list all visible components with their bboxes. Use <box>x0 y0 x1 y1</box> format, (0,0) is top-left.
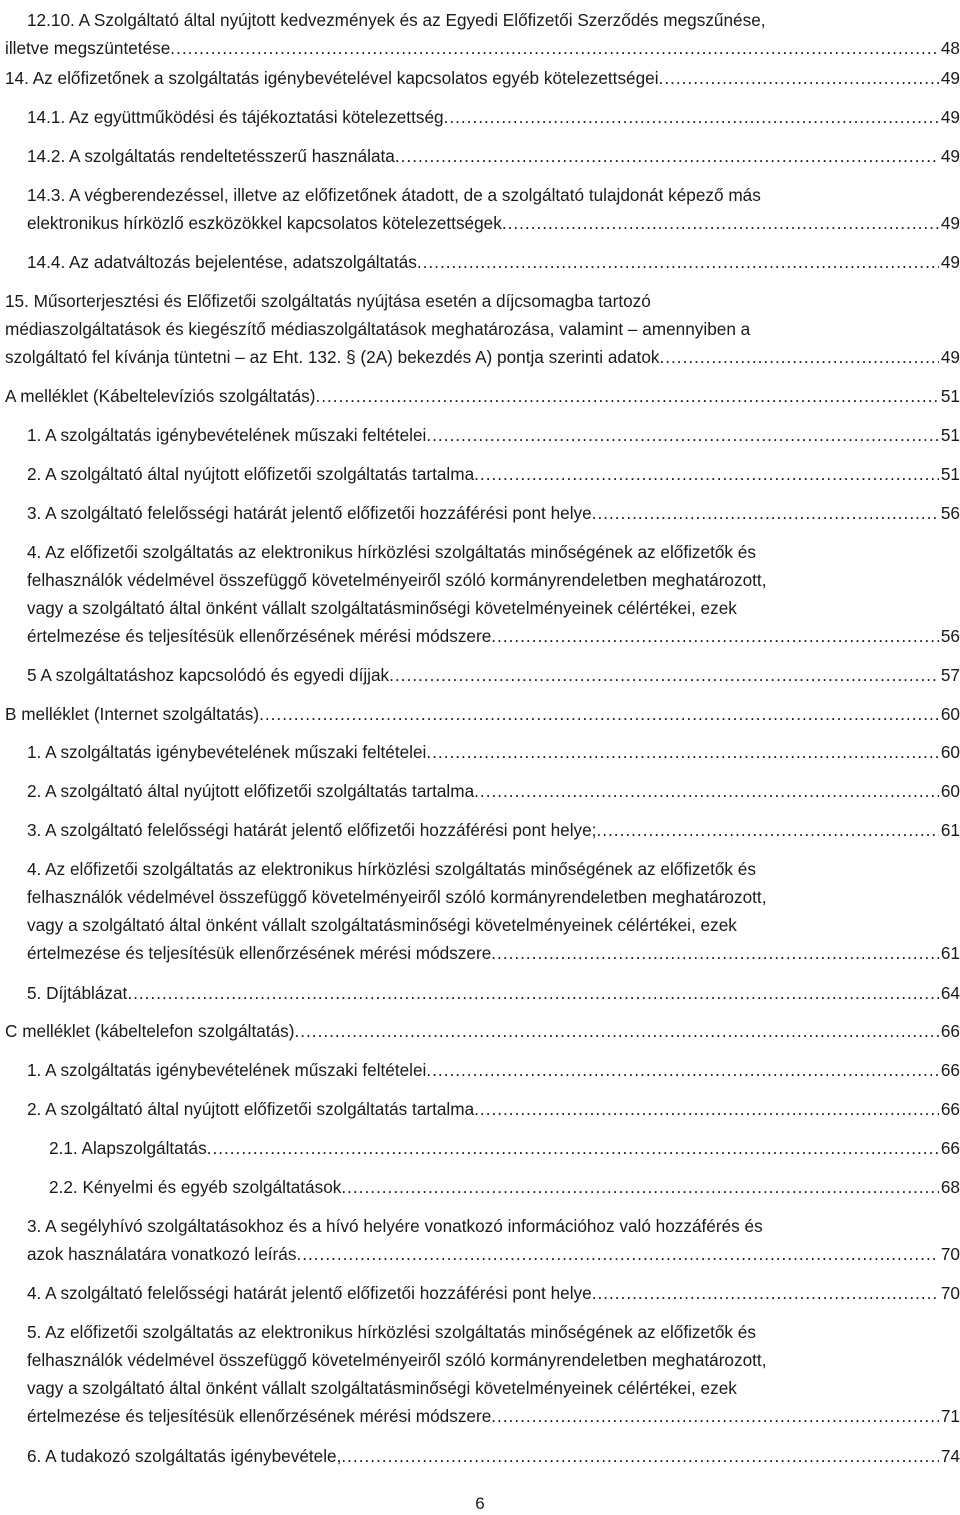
toc-leader-dots <box>592 499 939 527</box>
toc-entry-text: azok használatára vonatkozó leírás <box>27 1244 297 1264</box>
toc-entry-text: 2. A szolgáltató által nyújtott előfizetői szolgáltatás tartalma <box>27 1099 475 1119</box>
toc-entry-text: 2.1. Alapszolgáltatás <box>49 1138 207 1158</box>
toc-entry-text: felhasználók védelmével összefüggő követelményeiről szóló kormányrendeletben meghatározott, <box>27 570 767 590</box>
toc-leader-dots <box>491 1402 939 1430</box>
toc-entry-text: 2. A szolgáltató által nyújtott előfizetői szolgáltatás tartalma <box>27 781 475 801</box>
toc-leader-dots <box>474 1095 939 1123</box>
toc-leader-dots <box>296 1240 938 1268</box>
toc-page-number: 51 <box>940 386 960 406</box>
toc-leader-dots <box>491 939 939 967</box>
toc-page-number: 68 <box>940 1177 960 1197</box>
toc-leader-dots <box>426 1056 939 1084</box>
toc-entry-text: 1. A szolgáltatás igénybevételének műszaki feltételei <box>27 742 427 762</box>
toc-entry-text: 14. Az előfizetőnek a szolgáltatás igénybevételével kapcsolatos egyéb kötelezettségei <box>5 68 659 88</box>
toc-entry-text: 4. Az előfizetői szolgáltatás az elektronikus hírközlési szolgáltatás minőségének az előfizetők és <box>27 859 756 879</box>
toc-entry-text: felhasználók védelmével összefüggő követelményeiről szóló kormányrendeletben meghatározott, <box>27 887 767 907</box>
toc-entry-text: 2. A szolgáltató által nyújtott előfizetői szolgáltatás tartalma <box>27 464 475 484</box>
toc-entry-text: felhasználók védelmével összefüggő követelményeiről szóló kormányrendeletben meghatározott, <box>27 1350 767 1370</box>
toc-leader-dots <box>170 34 939 62</box>
toc-page-number: 49 <box>940 146 960 166</box>
toc-entry-text: 14.4. Az adatváltozás bejelentése, adatszolgáltatás <box>27 252 417 272</box>
toc-entry-text: 1. A szolgáltatás igénybevételének műszaki feltételei <box>27 1060 427 1080</box>
toc-leader-dots <box>389 661 939 689</box>
toc-page-number: 49 <box>940 68 960 88</box>
toc-leader-dots <box>592 1279 939 1307</box>
toc-entry-text: A melléklet (Kábeltelevíziós szolgáltatás) <box>5 386 316 406</box>
toc-entry-text: 14.3. A végberendezéssel, illetve az előfizetőnek átadott, de a szolgáltató tulajdonát képező más <box>27 185 761 205</box>
toc-entry-text: szolgáltató fel kívánja tüntetni – az Eht. 132. § (2A) bekezdés A) pontja szerinti adatok <box>5 347 660 367</box>
toc-entry-text: vagy a szolgáltató által önként vállalt szolgáltatásminőségi követelményeinek célértékei, ezek <box>27 915 737 935</box>
toc-entry-text: 5. Az előfizetői szolgáltatás az elektronikus hírközlési szolgáltatás minőségének az előfizetők és <box>27 1322 756 1342</box>
toc-entry-text: 15. Műsorterjesztési és Előfizetői szolgáltatás nyújtása esetén a díjcsomagba tartozó <box>5 291 651 311</box>
toc-leader-dots <box>341 1442 939 1470</box>
toc-leader-dots <box>395 142 939 170</box>
toc-leader-dots <box>426 421 939 449</box>
toc-leader-dots <box>444 103 939 131</box>
toc-page-number: 64 <box>940 983 960 1003</box>
page-number: 6 <box>475 1494 485 1513</box>
toc-entry-text: vagy a szolgáltató által önként vállalt szolgáltatásminőségi követelményeinek célértékei, ezek <box>27 598 737 618</box>
toc-entry-text: 3. A segélyhívó szolgáltatásokhoz és a hívó helyére vonatkozó információhoz való hozzáférés és <box>27 1216 763 1236</box>
toc-page-number: 66 <box>940 1138 960 1158</box>
toc-leader-dots <box>294 1017 938 1045</box>
toc-page-number: 60 <box>940 704 960 724</box>
toc-page-number: 49 <box>940 347 960 367</box>
toc-leader-dots <box>596 816 938 844</box>
toc-entry-text: 3. A szolgáltató felelősségi határát jelentő előfizetői hozzáférési pont helye; <box>27 820 597 840</box>
toc-entry-text: 5. Díjtáblázat <box>27 983 128 1003</box>
toc-entry-text: B melléklet (Internet szolgáltatás) <box>5 704 260 724</box>
toc-page-number: 66 <box>940 1021 960 1041</box>
toc-page-number: 49 <box>940 107 960 127</box>
toc-entry-text: médiaszolgáltatások és kiegészítő médiaszolgáltatások meghatározása, valamint – amennyiben a <box>5 319 751 339</box>
toc-leader-dots <box>315 382 938 410</box>
toc-leader-dots <box>259 700 939 728</box>
toc-entry-text: 4. Az előfizetői szolgáltatás az elektronikus hírközlési szolgáltatás minőségének az előfizetők és <box>27 542 756 562</box>
toc-entry-text: 14.1. Az együttműködési és tájékoztatási kötelezettség <box>27 107 444 127</box>
toc-page-number: 51 <box>940 464 960 484</box>
toc-page-number: 56 <box>940 503 960 523</box>
toc-leader-dots <box>127 979 939 1007</box>
toc-entry-text: illetve megszüntetése <box>5 38 171 58</box>
toc-page-number: 70 <box>940 1244 960 1264</box>
toc-page-number: 49 <box>940 213 960 233</box>
toc-entry-text: 4. A szolgáltató felelősségi határát jelentő előfizetői hozzáférési pont helye <box>27 1283 592 1303</box>
toc-entry-text: 5 A szolgáltatáshoz kapcsolódó és egyedi díjjak <box>27 665 390 685</box>
toc-entry-text: értelmezése és teljesítésük ellenőrzésének mérési módszere <box>27 943 492 963</box>
toc-leader-dots <box>426 738 939 766</box>
toc-page-number: 57 <box>940 665 960 685</box>
toc-entry-text: 12.10. A Szolgáltató által nyújtott kedvezmények és az Egyedi Előfizetői Szerződés megszűnése, <box>27 10 766 30</box>
toc-entry-text: 1. A szolgáltatás igénybevételének műszaki feltételei <box>27 425 427 445</box>
toc-entry-text: értelmezése és teljesítésük ellenőrzésének mérési módszere <box>27 1406 492 1426</box>
toc-entry-text: elektronikus hírközlő eszközökkel kapcsolatos kötelezettségek <box>27 213 502 233</box>
toc-page-number: 66 <box>940 1060 960 1080</box>
toc-leader-dots <box>491 622 939 650</box>
toc-leader-dots <box>474 777 939 805</box>
toc-entry-text: 6. A tudakozó szolgáltatás igénybevétele, <box>27 1446 342 1466</box>
toc-entry-text: vagy a szolgáltató által önként vállalt szolgáltatásminőségi követelményeinek célértékei, ezek <box>27 1378 737 1398</box>
toc-leader-dots <box>207 1134 939 1162</box>
toc-leader-dots <box>659 64 939 92</box>
toc-page-number: 66 <box>940 1099 960 1119</box>
toc-page-number: 61 <box>940 943 960 963</box>
toc-entry-text: 3. A szolgáltató felelősségi határát jelentő előfizetői hozzáférési pont helye <box>27 503 592 523</box>
toc-page-number: 51 <box>940 425 960 445</box>
toc-page-number: 70 <box>940 1283 960 1303</box>
toc-page-number: 49 <box>940 252 960 272</box>
toc-leader-dots <box>417 248 939 276</box>
toc-entry-text: értelmezése és teljesítésük ellenőrzésének mérési módszere <box>27 626 492 646</box>
toc-page-number: 56 <box>940 626 960 646</box>
toc-page-number: 74 <box>940 1446 960 1466</box>
toc-page-number: 61 <box>940 820 960 840</box>
toc-entry-text: 2.2. Kényelmi és egyéb szolgáltatások <box>49 1177 342 1197</box>
toc-page-number: 71 <box>940 1406 960 1426</box>
toc-leader-dots <box>341 1173 939 1201</box>
toc-entry-text: 14.2. A szolgáltatás rendeltetésszerű használata <box>27 146 395 166</box>
toc-entry-text: C melléklet (kábeltelefon szolgáltatás) <box>5 1021 295 1041</box>
toc-leader-dots <box>474 460 939 488</box>
toc-leader-dots <box>659 343 938 371</box>
toc-page-number: 60 <box>940 742 960 762</box>
toc-page-number: 48 <box>940 38 960 58</box>
toc-leader-dots <box>502 209 939 237</box>
toc-page-number: 60 <box>940 781 960 801</box>
